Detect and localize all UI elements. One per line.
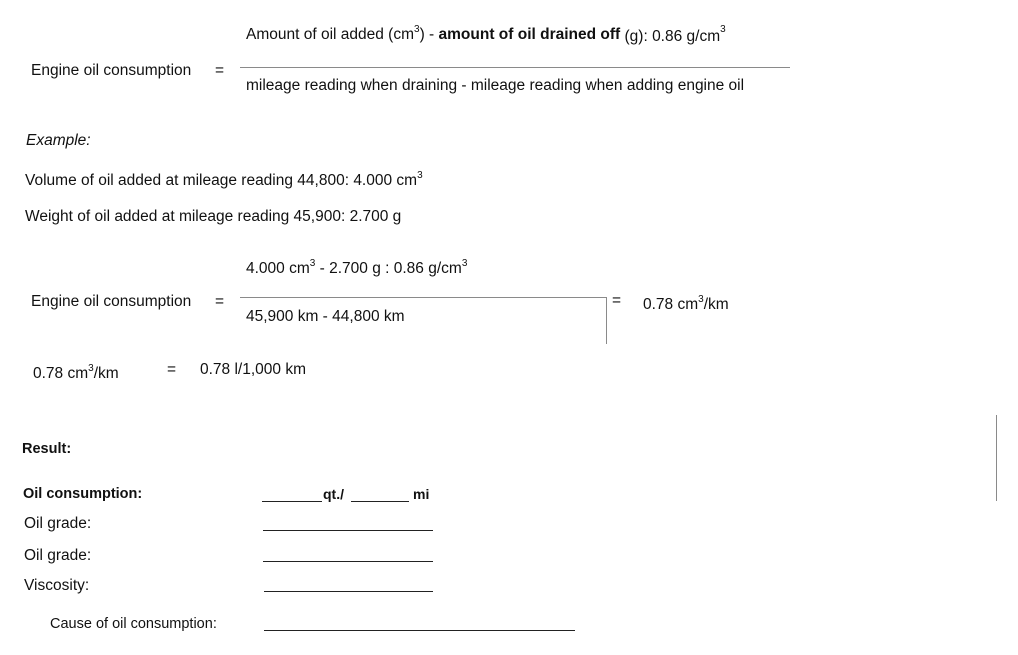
calc-denominator: 45,900 km - 44,800 km — [246, 308, 405, 325]
conversion-equals: = — [167, 361, 177, 378]
oil-grade-label-2: Oil grade: — [24, 547, 92, 564]
formula-denominator: mileage reading when draining - mileage reading when adding engine oil — [246, 77, 745, 94]
page-edge-line — [996, 415, 997, 501]
conversion-right: 0.78 l/1,000 km — [200, 361, 306, 378]
example-line-weight: Weight of oil added at mileage reading 45,900: 2.700 g — [25, 208, 402, 225]
superscript: 3 — [414, 23, 420, 35]
example-line-text: Volume of oil added at mileage reading 44,800: 4.000 cm — [25, 172, 418, 189]
formula-fraction-bar — [240, 67, 790, 68]
conversion-unit: /km — [93, 365, 119, 382]
oil-grade-label-1: Oil grade: — [24, 515, 92, 532]
calc-label: Engine oil consumption — [31, 293, 192, 310]
viscosity-blank[interactable] — [264, 591, 433, 592]
oil-consumption-label: Oil consumption: — [23, 486, 143, 502]
numerator-text: - 2.700 g : 0.86 g/cm — [315, 260, 462, 277]
numerator-text: (g): 0.86 g/cm — [620, 28, 721, 45]
numerator-text: Amount of oil added (cm — [246, 26, 415, 43]
cause-blank[interactable] — [264, 630, 575, 631]
mi-label: mi — [413, 486, 430, 502]
result-heading: Result: — [22, 441, 72, 457]
calc-result — [643, 293, 729, 314]
qt-blank[interactable] — [262, 501, 322, 502]
superscript: 3 — [88, 362, 94, 374]
viscosity-label: Viscosity: — [24, 577, 90, 594]
example-heading: Example: — [26, 132, 91, 149]
conversion-left — [33, 362, 119, 383]
numerator-bold-text: amount of oil drained off — [438, 26, 621, 43]
calc-fraction-bar — [240, 297, 606, 298]
numerator-text: ) - — [419, 26, 439, 43]
superscript: 3 — [461, 257, 468, 269]
oil-grade-blank-1[interactable] — [263, 530, 433, 531]
conversion-text: 0.78 cm — [33, 365, 89, 382]
result-text: 0.78 cm — [643, 296, 699, 313]
superscript: 3 — [309, 257, 316, 269]
qt-label: qt./ — [323, 486, 344, 502]
cause-label: Cause of oil consumption: — [50, 616, 217, 632]
mi-blank[interactable] — [351, 501, 409, 502]
formula-numerator — [246, 23, 726, 45]
numerator-text: 4.000 cm — [246, 260, 310, 277]
calc-result-equals: = — [612, 292, 622, 309]
result-unit: /km — [703, 296, 729, 313]
formula-equals: = — [215, 62, 225, 79]
calc-bracket-line — [606, 297, 607, 344]
example-line-volume — [25, 169, 423, 190]
calc-numerator — [246, 257, 468, 278]
superscript: 3 — [698, 293, 704, 305]
formula-label: Engine oil consumption — [31, 62, 192, 79]
calc-equals: = — [215, 293, 225, 310]
oil-grade-blank-2[interactable] — [263, 561, 433, 562]
superscript: 3 — [417, 169, 423, 181]
superscript: 3 — [720, 23, 726, 35]
